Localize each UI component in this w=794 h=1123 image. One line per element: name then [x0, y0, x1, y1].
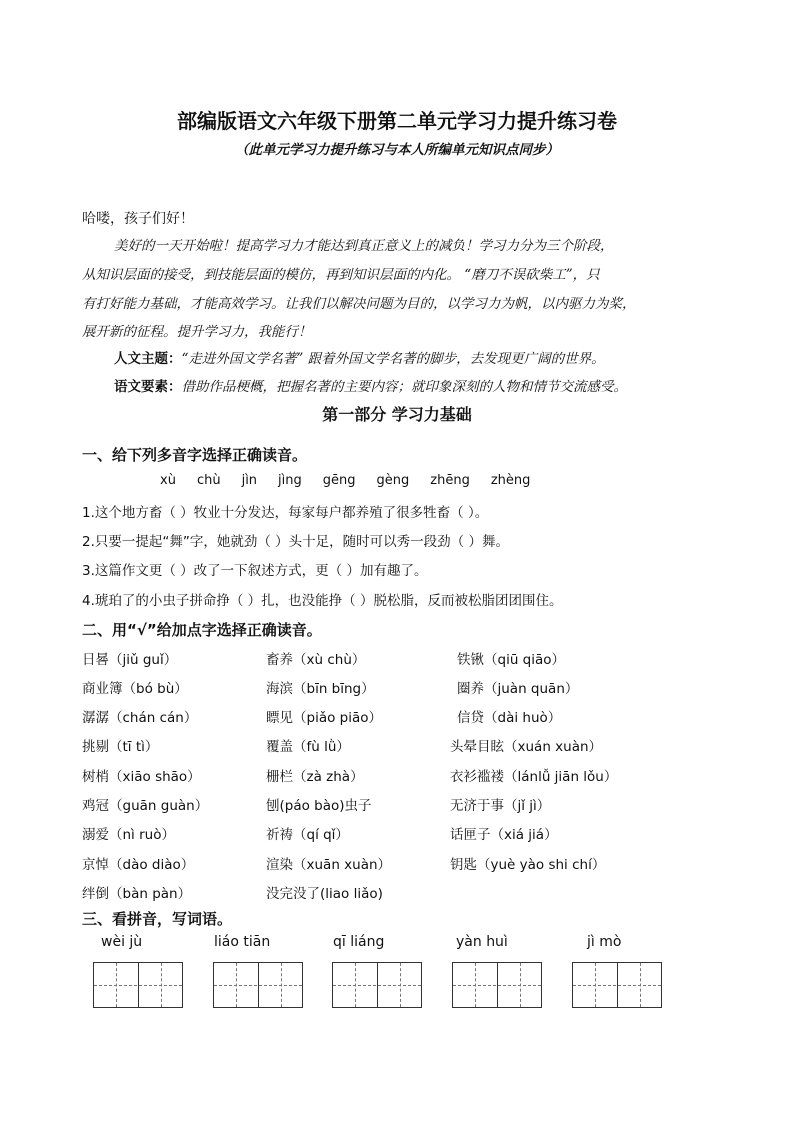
word-item: 栅栏（zà zhà） — [266, 769, 364, 785]
word-item: 衣衫褴褛（lánlǚ jiān lǒu） — [450, 769, 618, 785]
section1-question: 4.琥珀了的小虫子拼命挣（ ）扎，也没能挣（ ）脱松脂，反而被松脂团团围住。 — [82, 593, 563, 609]
word-item: 话匣子（xiá jiá） — [450, 827, 558, 843]
page-subtitle: （此单元学习力提升练习与本人所编单元知识点同步） — [235, 142, 559, 158]
word-item: 畜养（xù chù） — [266, 652, 366, 668]
word-item: 刨(páo bào)虫子 — [266, 798, 372, 814]
word-item: 铁锹（qiū qiāo） — [457, 652, 566, 668]
word-item: 渲染（xuān xuàn） — [266, 857, 392, 873]
intro-line: 展开新的征程。提升学习力，我能行！ — [82, 324, 312, 340]
word-item: 树梢（xiāo shāo） — [82, 769, 201, 785]
word-item: 没完没了(liao liǎo) — [266, 886, 383, 902]
writing-grid[interactable] — [93, 962, 183, 1008]
elements-text: 借助作品梗概，把握名著的主要内容；就印象深刻的人物和情节交流感受。 — [181, 379, 627, 395]
pinyin-prompt: liáo tiān — [214, 934, 271, 950]
writing-grid[interactable] — [213, 962, 303, 1008]
word-item: 钥匙（yuè yào shi chí） — [450, 857, 606, 873]
intro-line: 美好的一天开始啦！提高学习力才能达到真正意义上的减负！学习力分为三个阶段， — [114, 238, 614, 254]
pinyin-option: zhēng — [430, 473, 470, 488]
word-item: 信贷（dài huò） — [457, 710, 562, 726]
section3-heading: 三、看拼音，写词语。 — [82, 910, 233, 928]
part-title: 第一部分 学习力基础 — [322, 405, 472, 424]
section1-question: 3.这篇作文更（ ）改了一下叙述方式，更（ ）加有趣了。 — [82, 563, 428, 579]
word-item: 瞟见（piǎo piāo） — [266, 710, 382, 726]
pinyin-option: jìn — [241, 473, 258, 488]
intro-line: 有打好能力基础，才能高效学习。让我们以解决问题为目的，以学习力为帆，以内驱力为桨， — [82, 296, 636, 312]
theme-text: “走进外国文学名著” 跟着外国文学名著的脚步，去发现更广阔的世界。 — [181, 351, 605, 367]
word-item: 日晷（jiǔ guǐ） — [82, 652, 178, 668]
elements-line — [114, 375, 627, 395]
word-item: 覆盖（fù lǜ） — [266, 739, 350, 755]
word-item: 祈祷（qí qǐ） — [266, 827, 349, 843]
greeting: 哈喽，孩子们好！ — [82, 211, 194, 227]
pinyin-prompt: jì mò — [587, 934, 622, 950]
word-item: 海滨（bīn bīng） — [266, 681, 375, 697]
pinyin-prompt: qī liáng — [333, 934, 385, 950]
pinyin-prompt: yàn huì — [456, 934, 508, 950]
pinyin-option: xù — [160, 473, 176, 488]
word-item: 京悼（dào diào） — [82, 857, 195, 873]
pinyin-option: gēng — [322, 473, 356, 488]
word-item: 绊倒（bàn pàn） — [82, 886, 192, 902]
section1-pinyin-options — [160, 473, 551, 488]
section2-heading: 二、用“√”给加点字选择正确读音。 — [82, 621, 322, 639]
theme-label: 人文主题： — [114, 351, 182, 367]
pinyin-option: zhèng — [490, 473, 531, 488]
writing-grid[interactable] — [572, 962, 662, 1008]
page-title: 部编版语文六年级下册第二单元学习力提升练习卷 — [177, 109, 617, 133]
section1-question: 1.这个地方畜（ ）牧业十分发达，每家每户都养殖了很多牲畜（ ）。 — [82, 505, 489, 521]
intro-line: 从知识层面的接受，到技能层面的模仿，再到知识层面的内化。 “磨刀不误砍柴工”，只 — [82, 267, 600, 283]
theme-line — [114, 347, 605, 367]
writing-grid[interactable] — [452, 962, 542, 1008]
word-item: 商业簿（bó bù） — [82, 681, 188, 697]
word-item: 头晕目眩（xuán xuàn） — [450, 739, 603, 755]
word-item: 圈养（juàn quān） — [457, 681, 579, 697]
section1-question: 2.只要一提起“舞”字，她就劲（ ）头十足，随时可以秀一段劲（ ）舞。 — [82, 534, 509, 550]
word-item: 鸡冠（guān guàn） — [82, 798, 209, 814]
pinyin-option: gèng — [376, 473, 410, 488]
pinyin-option: jìng — [278, 473, 302, 488]
pinyin-option: chù — [196, 473, 221, 488]
writing-grid[interactable] — [332, 962, 422, 1008]
word-item: 挑剔（tī tì） — [82, 739, 159, 755]
word-item: 溺爱（nì ruò） — [82, 827, 175, 843]
elements-label: 语文要素： — [114, 379, 182, 395]
section1-heading: 一、给下列多音字选择正确读音。 — [82, 446, 308, 464]
pinyin-prompt: wèi jù — [101, 934, 143, 950]
word-item: 潺潺（chán cán） — [82, 710, 198, 726]
word-item: 无济于事（jǐ jì） — [450, 798, 551, 814]
